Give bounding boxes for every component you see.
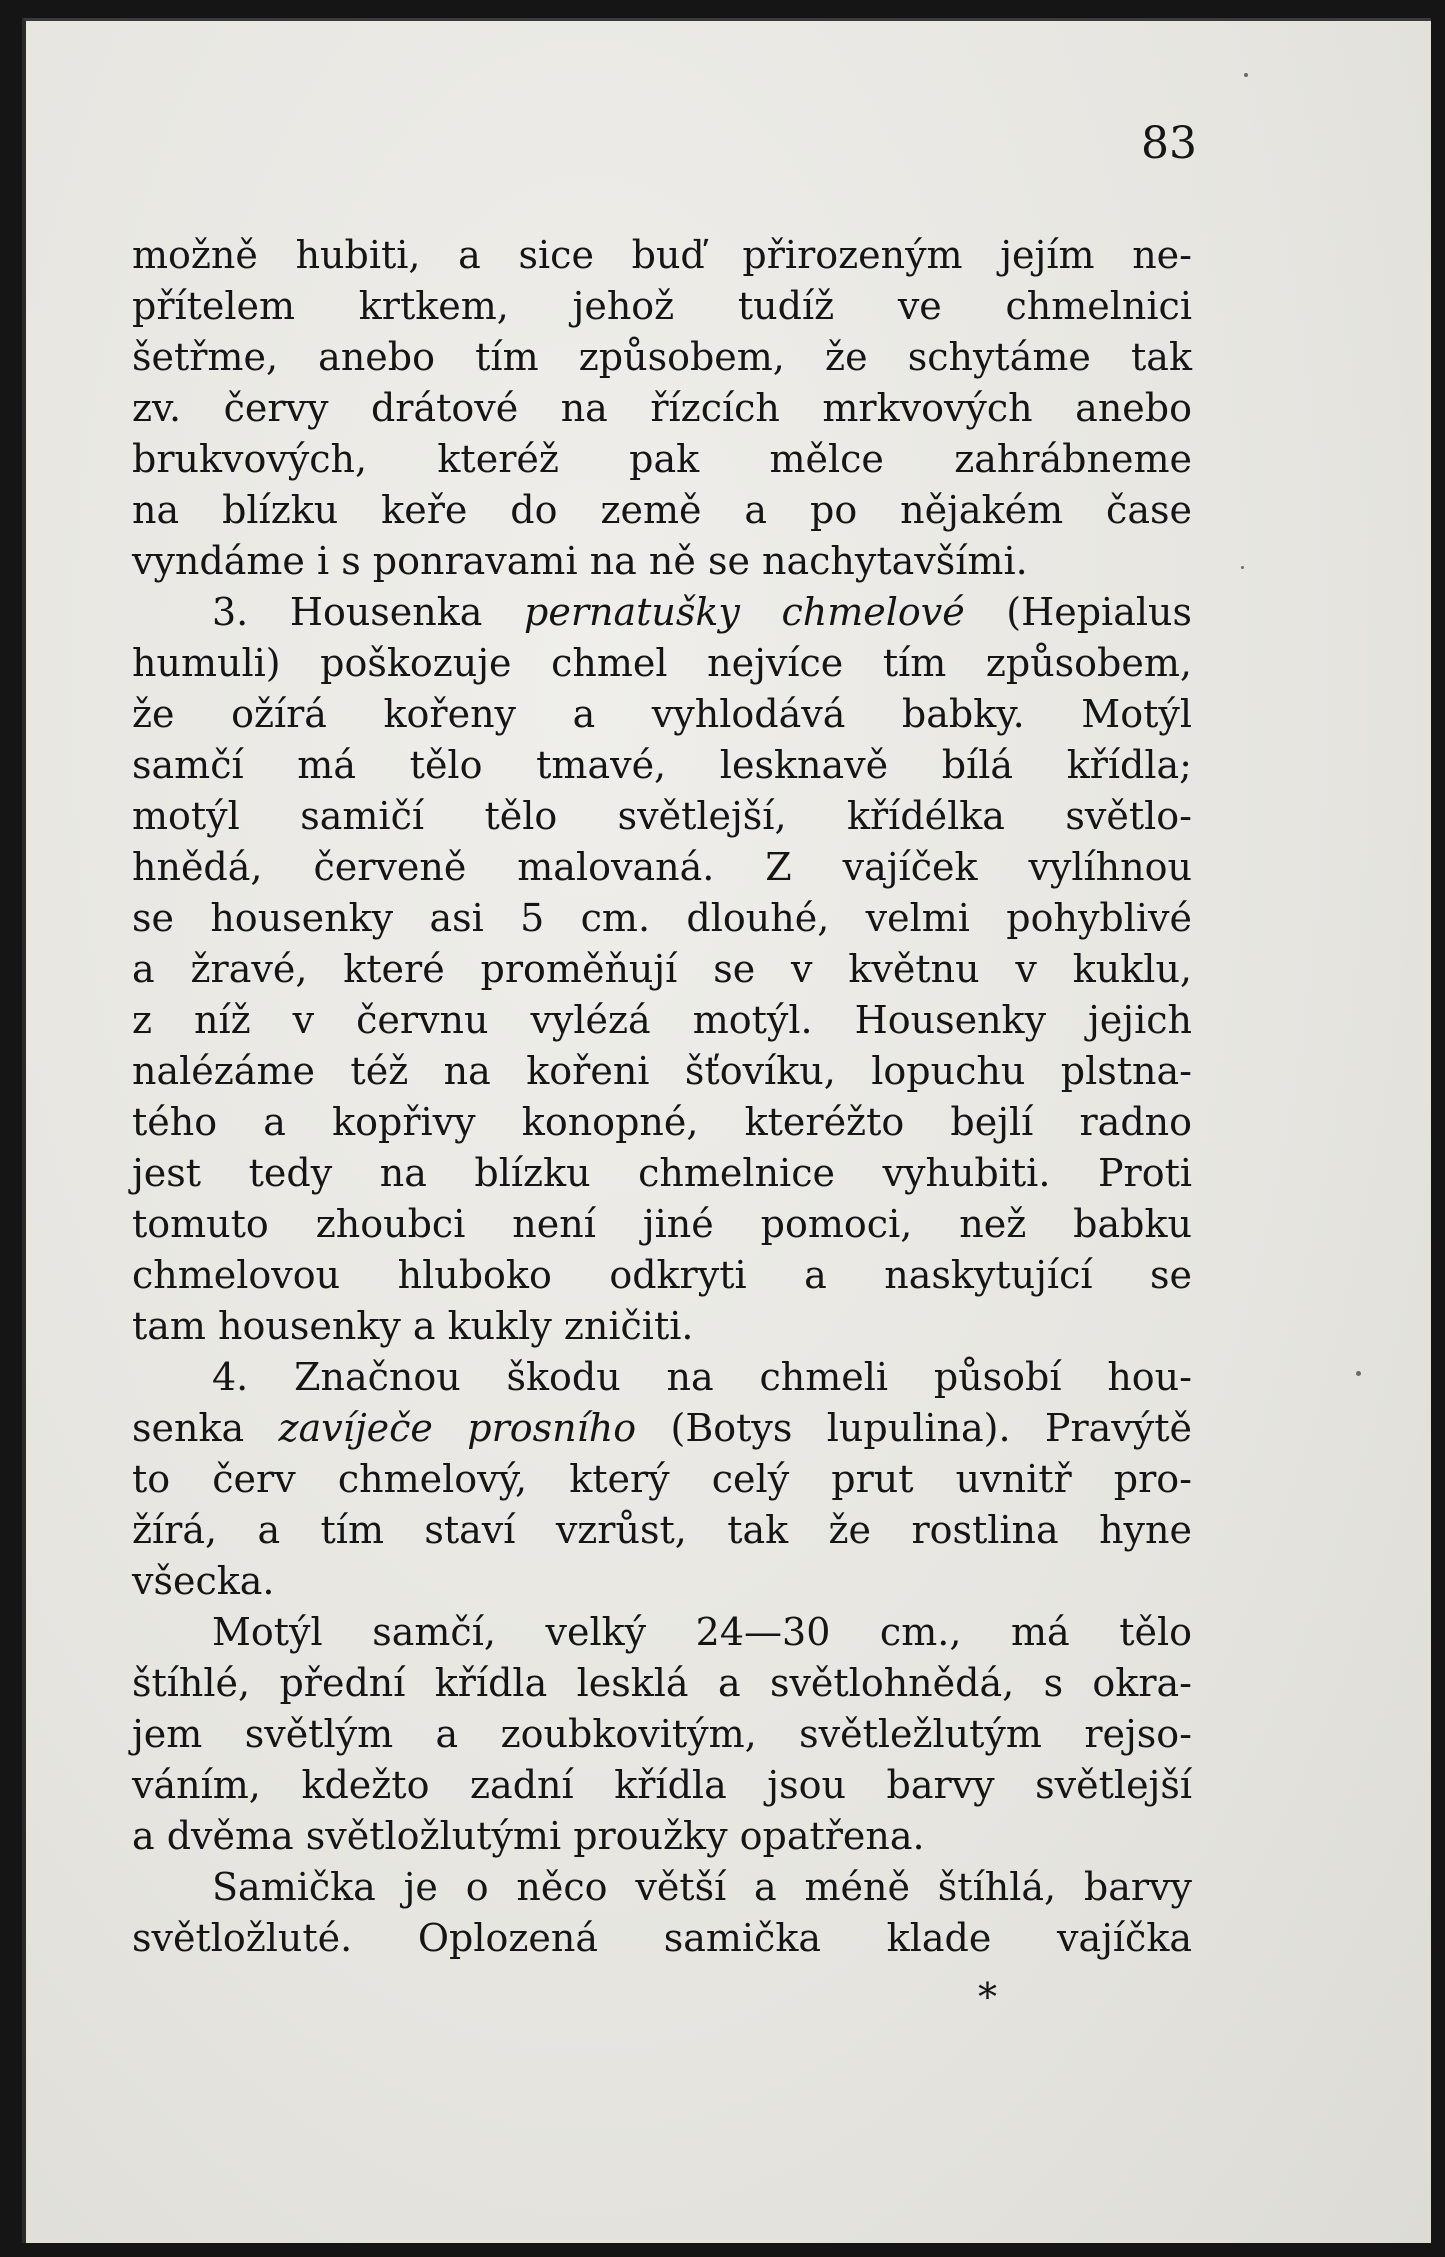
text-line: tam housenky a kukly zničiti. — [132, 1304, 694, 1348]
body-text — [132, 230, 1192, 1964]
text-line: samčí má tělo tmavé, lesknavě bílá křídla; — [132, 743, 1192, 787]
text-line: a dvěma světložlutými proužky opatřena. — [132, 1814, 925, 1858]
text-line: že ožírá kořeny a vyhlodává babky. Motýl — [132, 692, 1192, 736]
text-span: senka — [132, 1406, 279, 1450]
text-line: přítelem krtkem, jehož tudíž ve chmelnici — [132, 284, 1192, 328]
text-line: štíhlé, přední křídla lesklá a světlohnědá, s okra- — [132, 1661, 1192, 1705]
paper-speck — [1244, 73, 1248, 77]
text-span: (Hepialus — [964, 590, 1192, 634]
paper-speck — [1356, 1371, 1361, 1376]
text-line: vyndáme i s ponravami na ně se nachytavšími. — [132, 539, 1028, 583]
text-line: zv. červy drátové na řízcích mrkvových anebo — [132, 386, 1192, 430]
text-line: motýl samičí tělo světlejší, křídélka světlo- — [132, 794, 1192, 838]
text-line: tomuto zhoubci není jiné pomoci, než babku — [132, 1202, 1192, 1246]
text-line: z níž v červnu vylézá motýl. Housenky jejich — [132, 998, 1192, 1042]
text-line: to červ chmelový, který celý prut uvnitř pro- — [132, 1457, 1192, 1501]
text-line: hnědá, červeně malovaná. Z vajíček vylíhnou — [132, 845, 1192, 889]
text-line-mixed — [132, 1403, 1192, 1454]
text-span: (Botys lupulina). Pravýtě — [636, 1406, 1193, 1450]
text-line: humuli) poškozuje chmel nejvíce tím způsobem, — [132, 641, 1192, 685]
species-name: pernatušky chmelové — [524, 590, 965, 634]
text-line: chmelovou hluboko odkryti a naskytující se — [132, 1253, 1192, 1297]
species-name: zavíječe prosního — [278, 1406, 637, 1450]
paper-speck — [1241, 566, 1244, 569]
text-line-mixed — [132, 587, 1192, 638]
signature-mark: * — [978, 1975, 997, 2019]
text-line: světložluté. Oplozená samička klade vajíčka — [132, 1916, 1192, 1960]
text-line: nalézáme též na kořeni šťovíku, lopuchu plstna- — [132, 1049, 1192, 1093]
text-line: 4. Značnou škodu na chmeli působí hou- — [212, 1355, 1192, 1399]
text-line: brukvových, kteréž pak mělce zahrábneme — [132, 437, 1192, 481]
text-line: jest tedy na blízku chmelnice vyhubiti. Proti — [132, 1151, 1192, 1195]
page-number: 83 — [1141, 118, 1197, 169]
text-line: se housenky asi 5 cm. dlouhé, velmi pohyblivé — [132, 896, 1192, 940]
text-span: 3. Housenka — [212, 590, 525, 634]
text-line: všecka. — [132, 1559, 275, 1603]
text-line: na blízku keře do země a po nějakém čase — [132, 488, 1192, 532]
text-line: žírá, a tím staví vzrůst, tak že rostlina hyne — [132, 1508, 1192, 1552]
text-line: tého a kopřivy konopné, kteréžto bejlí radno — [132, 1100, 1192, 1144]
text-line: Samička je o něco větší a méně štíhlá, barvy — [212, 1865, 1192, 1909]
text-line: možně hubiti, a sice buď přirozeným jejím ne- — [132, 233, 1192, 277]
text-line: váním, kdežto zadní křídla jsou barvy světlejší — [132, 1763, 1192, 1807]
text-line: šetřme, anebo tím způsobem, že schytáme tak — [132, 335, 1192, 379]
text-line: Motýl samčí, velký 24—30 cm., má tělo — [212, 1610, 1192, 1654]
text-line: a žravé, které proměňují se v květnu v kuklu, — [132, 947, 1192, 991]
text-line: jem světlým a zoubkovitým, světležlutým rejso- — [132, 1712, 1192, 1756]
